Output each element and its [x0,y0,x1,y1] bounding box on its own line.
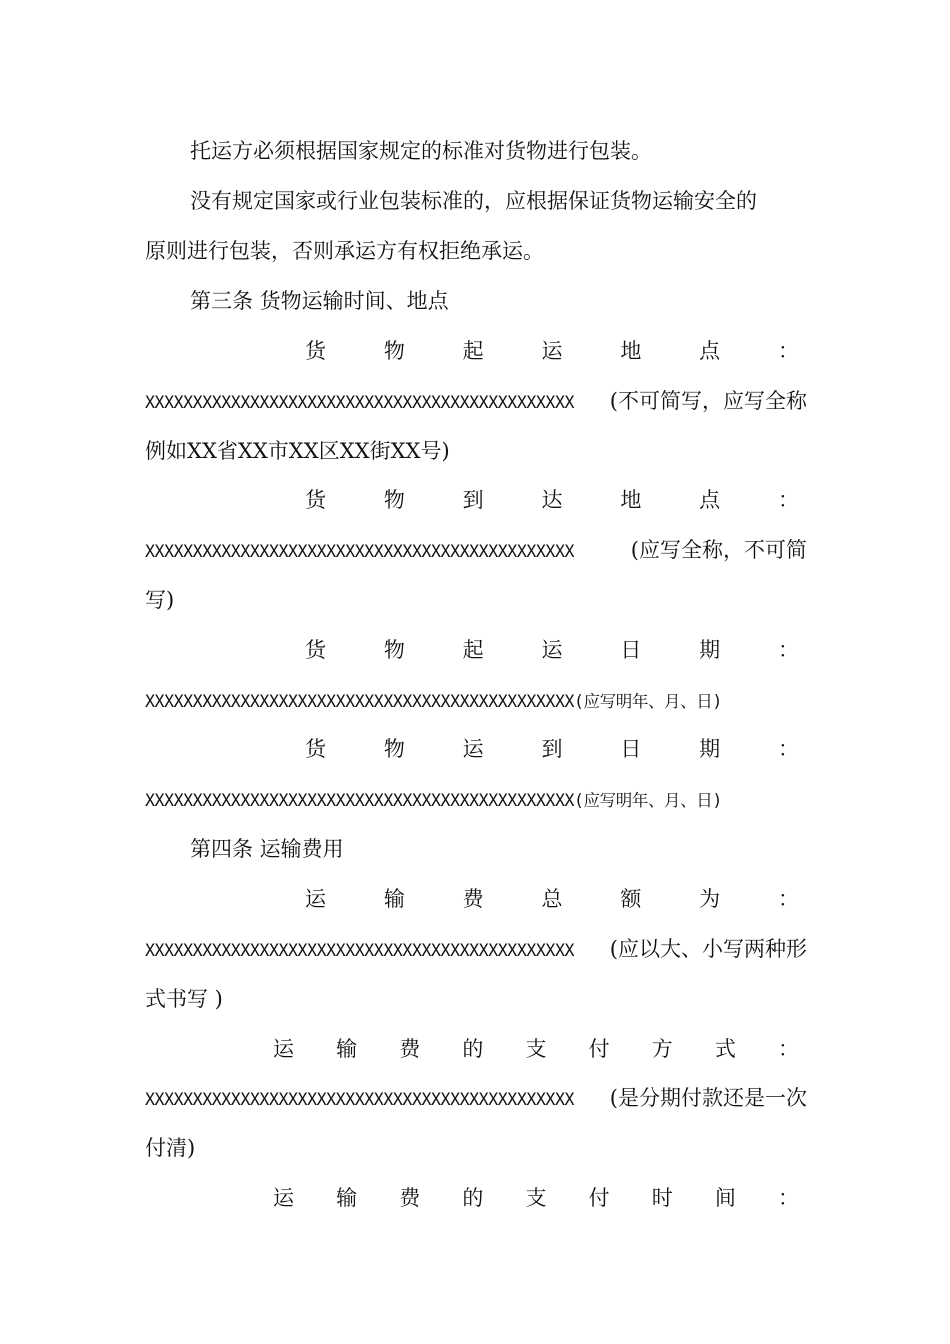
label-char: ： [777,339,799,363]
destination-value [145,535,807,567]
payment-method-value-cont: 付清) [145,1136,196,1160]
origin-value [145,386,807,418]
payment-method-value [145,1083,807,1115]
label-char: 的 [462,1186,484,1210]
label-char: 期 [699,737,721,761]
label-char: 运 [273,1186,294,1210]
label-char: ： [777,737,799,761]
label-char: 物 [383,488,405,512]
label-char: 物 [383,638,405,662]
payment-time-label [273,1183,799,1213]
arrival-date-text: XXXXXXXXXXXXXXXXXXXXXXXXXXXXXXXXXXXXXXXXXXXXX(应写明年、月、日) [145,791,722,810]
label-char: 点 [699,339,721,363]
label-char: 货 [305,737,326,761]
fee-total-value [145,934,807,966]
fee-total-label [305,884,799,914]
label-char: 总 [541,887,563,911]
start-date-text: XXXXXXXXXXXXXXXXXXXXXXXXXXXXXXXXXXXXXXXXXXXXX(应写明年、月、日) [145,692,722,711]
label-char: 输 [383,887,405,911]
label-char: 日 [620,638,642,662]
label-char: ： [777,488,799,512]
label-char: 到 [462,488,484,512]
placeholder-x: XXXXXXXXXXXXXXXXXXXXXXXXXXXXXXXXXXXXXXXXXXXXX [145,542,575,561]
article-4-title: 第四条 运输费用 [190,837,344,861]
label-char: ： [777,887,799,911]
label-char: 式 [714,1037,736,1061]
paragraph-packaging: 托运方必须根据国家规定的标准对货物进行包装。 [190,139,652,163]
label-char: 间 [714,1186,736,1210]
label-char: 期 [699,638,721,662]
label-char: 额 [620,887,642,911]
destination-note: (应写全称，不可简 [630,538,807,562]
label-char: 运 [273,1037,294,1061]
label-char: 支 [525,1037,547,1061]
arrival-date-value [145,784,807,816]
placeholder-x: XXXXXXXXXXXXXXXXXXXXXXXXXXXXXXXXXXXXXXXXXXXXX [145,1090,575,1109]
label-char: 运 [462,737,484,761]
paragraph-no-standard-line1: 没有规定国家或行业包装标准的，应根据保证货物运输安全的 [190,189,757,213]
label-char: 地 [620,488,642,512]
placeholder-x: XXXXXXXXXXXXXXXXXXXXXXXXXXXXXXXXXXXXXXXXXXXXX [145,941,575,960]
arrival-date-label [305,734,799,764]
label-char: 起 [462,638,484,662]
origin-note: (不可简写，应写全称 [609,389,807,413]
label-char: 付 [588,1037,610,1061]
label-char: 方 [651,1037,673,1061]
label-char: 支 [525,1186,547,1210]
label-char: 起 [462,339,484,363]
label-char: 货 [305,339,326,363]
origin-value-cont: 例如XX省XX市XX区XX街XX号) [145,439,450,463]
label-char: 货 [305,488,326,512]
label-char: 输 [336,1186,358,1210]
label-char: 日 [620,737,642,761]
label-char: 费 [399,1186,421,1210]
label-char: 的 [462,1037,484,1061]
label-char: 时 [651,1186,673,1210]
label-char: ： [777,638,799,662]
label-char: 为 [699,887,721,911]
label-char: 运 [541,638,563,662]
label-char: 点 [699,488,721,512]
label-char: 费 [399,1037,421,1061]
paragraph-no-standard-line2: 原则进行包装，否则承运方有权拒绝承运。 [145,239,544,263]
origin-label [305,336,799,366]
start-date-value [145,685,807,717]
label-char: 输 [336,1037,358,1061]
label-char: ： [778,1037,799,1061]
placeholder-x: XXXXXXXXXXXXXXXXXXXXXXXXXXXXXXXXXXXXXXXXXXXXX [145,393,575,412]
fee-total-value-cont: 式书写 ) [145,987,223,1011]
payment-method-label [273,1034,799,1064]
label-char: 物 [383,737,405,761]
start-date-label [305,635,799,665]
label-char: 运 [305,887,326,911]
fee-total-note: (应以大、小写两种形 [609,937,807,961]
label-char: 费 [462,887,484,911]
payment-method-note: (是分期付款还是一次 [609,1086,807,1110]
label-char: 到 [541,737,563,761]
destination-label [305,485,799,515]
label-char: 付 [588,1186,610,1210]
label-char: 达 [541,488,563,512]
label-char: 地 [620,339,642,363]
article-3-title: 第三条 货物运输时间、地点 [190,289,449,313]
label-char: ： [778,1186,799,1210]
label-char: 运 [541,339,563,363]
destination-value-cont: 写) [145,588,175,612]
label-char: 物 [383,339,405,363]
label-char: 货 [305,638,326,662]
